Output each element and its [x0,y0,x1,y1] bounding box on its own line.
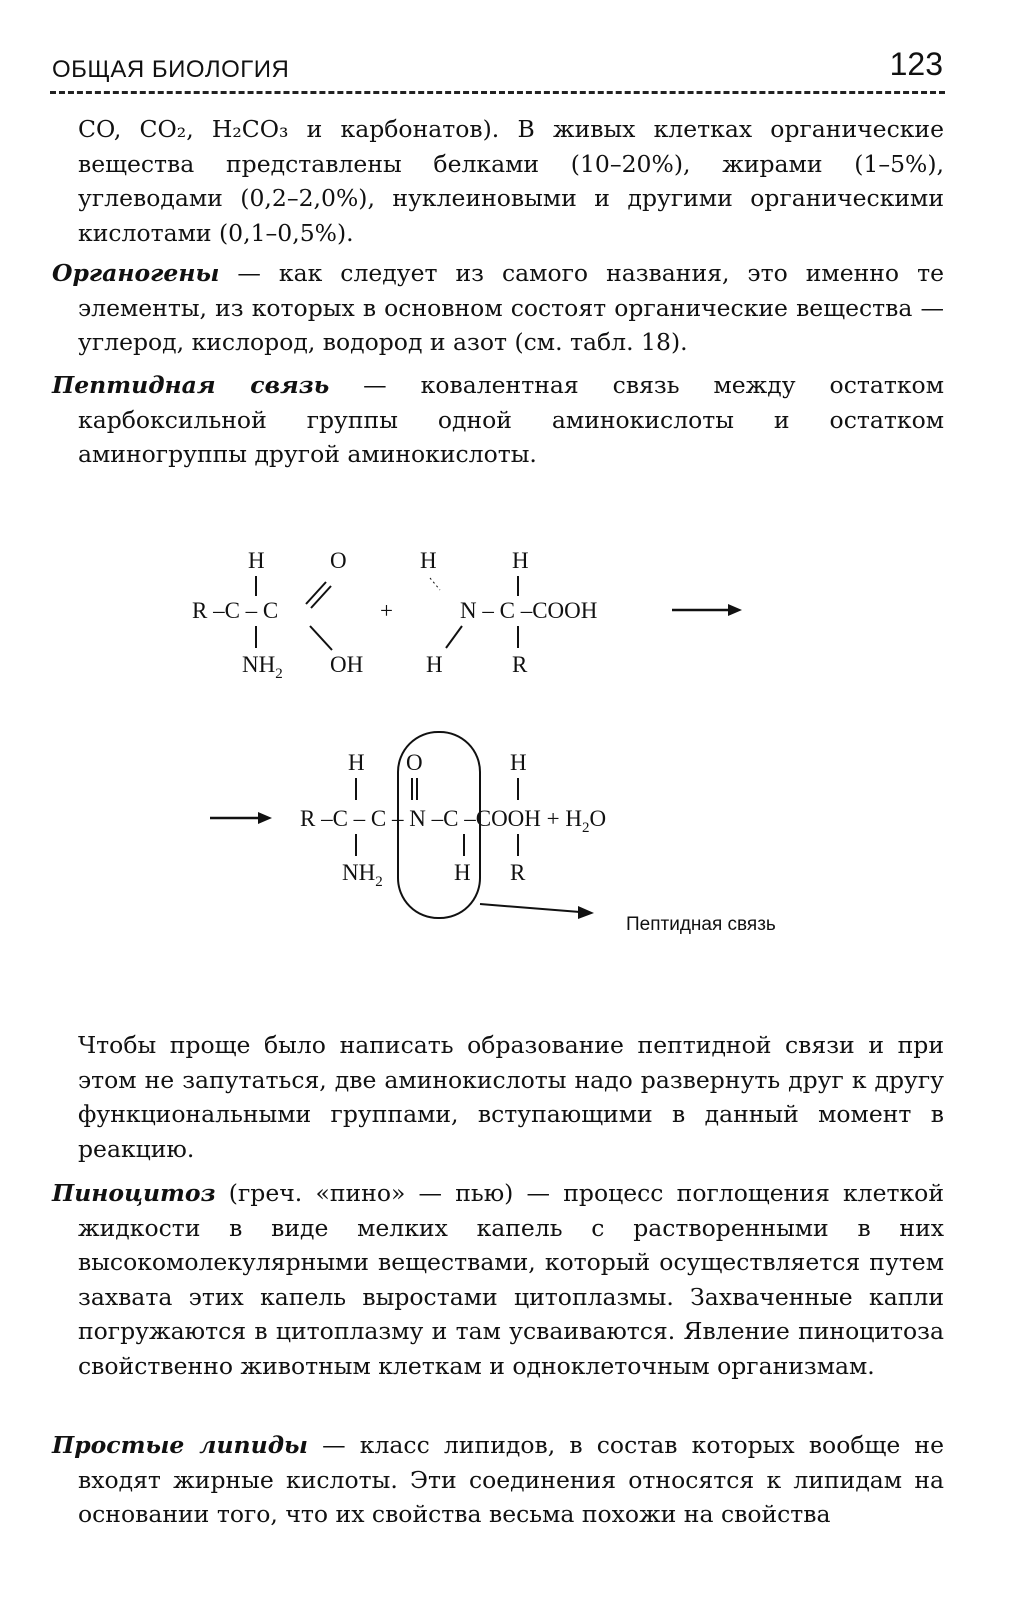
peptide-bond-label: Пептидная связь [626,914,776,935]
page-header [50,44,945,94]
hydroxyl-group: OH [330,652,364,677]
atom-r: R [512,652,528,677]
paragraph-tip: Чтобы проще было написать образование пептидной связи и при этом не запутаться, две аминокислоты надо развернуть друг к другу функциональными группами, вступающими в данный момент в реакцию. [78,1031,944,1163]
atom-h: H [512,548,529,573]
atom-h: H [420,548,437,573]
header-rule [50,91,945,94]
callout-arrow [480,904,580,912]
double-bond-line [311,586,331,608]
formula-amino-acid-1: R –C – C [192,598,279,623]
running-title: ОБЩАЯ БИОЛОГИЯ [52,56,290,83]
paragraph-peptide-bond [52,368,944,472]
arrow-head [728,604,742,616]
atom-h: H [510,750,527,775]
term-peptide-bond: Пептидная связь [52,371,330,399]
page-number: 123 [889,46,943,82]
reaction-svg [180,520,860,990]
paragraph-pinocytosis [52,1176,944,1383]
plus-sign: + [380,598,393,623]
paragraph-carbonates: CO, CO₂, H₂CO₃ и карбонатов). В живых клетках органические вещества представлены белками (10–20%), жирами (1–5%), углеводами (0,2–2,0%), нуклеиновыми и другими органическими кислотами (0,1–0,5%). [78,115,944,247]
arrow-head [578,906,594,919]
paragraph-simple-lipids [52,1428,944,1532]
arrow-head [258,812,272,824]
atom-o: O [406,750,423,775]
atom-h: H [454,860,471,885]
paragraph-organogens [52,256,944,360]
amino-group: $NH_2$ [242,652,283,682]
peptide-bond-reaction-diagram [180,520,860,990]
term-pinocytosis: Пиноцитоз [52,1179,216,1207]
definition-simple-lipids: — класс липидов, в состав которых вообще не входят жирные кислоты. Эти соединения относятся к липидам на основании того, что их свойства весьма похожи на свойства [78,1431,944,1528]
definition-organogens: — как следует из самого названия, это именно те элементы, из которых в основном состоят органические вещества — углерод, кислород, водород и азот (см. табл. 18). [78,259,944,356]
atom-h: H [348,750,365,775]
bond-line [446,626,462,648]
bond-line [430,578,440,590]
definition-pinocytosis: (греч. «пино» — пью) — процесс поглощения клеткой жидкости в виде мелких капель с растворенными в них высокомолекулярными веществами, который осуществляется путем захвата этих капель выростами цитоплазмы. Захваченные капли погружаются в цитоплазму и там усваиваются. Явление пиноцитоза свойственно животным клеткам и одноклеточным организмам. [78,1179,944,1380]
term-simple-lipids: Простые липиды [52,1431,308,1459]
atom-h: H [426,652,443,677]
atom-o: O [330,548,347,573]
atom-h: H [248,548,265,573]
term-organogens: Органогены [52,259,220,287]
formula-dipeptide: R –C – C – N –C –COOH + $H_2O$ [300,806,607,836]
bond-line [310,626,332,650]
formula-amino-acid-2: N – C –COOH [460,598,598,623]
double-bond-line [306,582,326,604]
amino-group: $NH_2$ [342,860,383,890]
definition-peptide-bond: — ковалентная связь между остатком карбоксильной группы одной аминокислоты и остатком аминогруппы другой аминокислоты. [78,371,944,468]
atom-r: R [510,860,526,885]
